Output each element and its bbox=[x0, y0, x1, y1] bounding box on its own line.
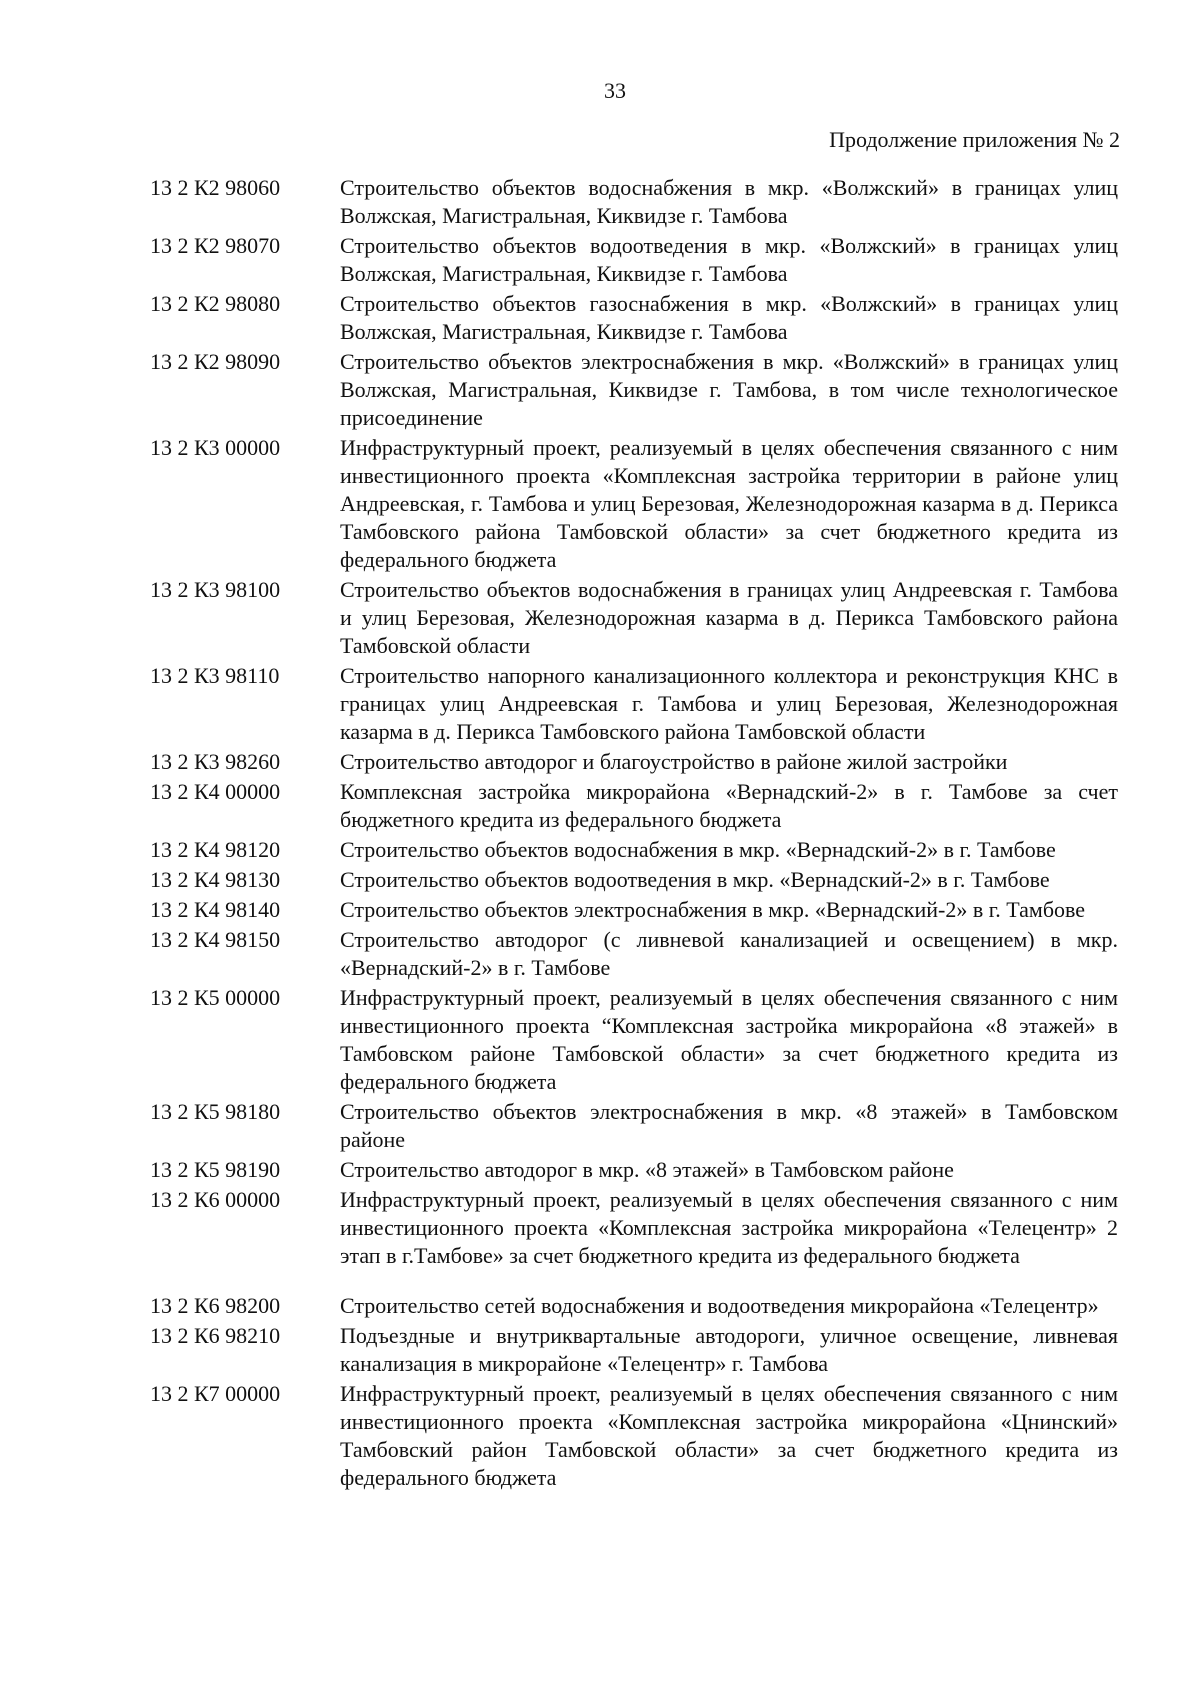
budget-code: 13 2 К7 00000 bbox=[150, 1381, 281, 1406]
item-description: Инфраструктурный проект, реализуемый в целях обеспечения связанного с ним инвестиционного проекта «Комплексная застройка микрорайона «Телецентр» 2 этап в г.Тамбове» за счет бюджетного кредита из федерального бюджета bbox=[340, 1187, 1118, 1268]
list-item bbox=[0, 1098, 1200, 1154]
list-item bbox=[0, 926, 1200, 982]
item-description: Строительство объектов водоотведения в мкр. «Вернадский-2» в г. Тамбове bbox=[340, 867, 1050, 892]
item-description: Строительство автодорог (с ливневой канализацией и освещением) в мкр. «Вернадский-2» в г. Тамбове bbox=[340, 927, 1118, 980]
budget-code: 13 2 К2 98090 bbox=[150, 349, 281, 374]
item-description: Инфраструктурный проект, реализуемый в целях обеспечения связанного с ним инвестиционного проекта “Комплексная застройка микрорайона «8 этажей» в Тамбовском районе Тамбовской области» за счет бюджетного кредита из федерального бюджета bbox=[340, 985, 1118, 1094]
budget-code: 13 2 К3 98100 bbox=[150, 577, 281, 602]
item-description: Строительство объектов водоснабжения в мкр. «Вернадский-2» в г. Тамбове bbox=[340, 837, 1056, 862]
budget-code: 13 2 К3 98110 bbox=[150, 663, 280, 688]
budget-code: 13 2 К3 98260 bbox=[150, 749, 281, 774]
list-item bbox=[0, 434, 1200, 574]
budget-code: 13 2 К5 98180 bbox=[150, 1099, 281, 1124]
list-item bbox=[0, 1380, 1200, 1492]
list-item bbox=[0, 662, 1200, 746]
list-item bbox=[0, 984, 1200, 1096]
list-item bbox=[0, 348, 1200, 432]
item-description: Строительство напорного канализационного коллектора и реконструкция КНС в границах улиц Андреевская г. Тамбова и улиц Березовая, Железнодорожная казарма в д. Перикса Тамбовского района Тамбовской области bbox=[340, 663, 1118, 744]
budget-code: 13 2 К3 00000 bbox=[150, 435, 281, 460]
list-item bbox=[0, 1322, 1200, 1378]
item-description: Строительство объектов электроснабжения в мкр. «8 этажей» в Тамбовском районе bbox=[340, 1099, 1118, 1152]
item-description: Строительство объектов электроснабжения в мкр. «Вернадский-2» в г. Тамбове bbox=[340, 897, 1086, 922]
list-item bbox=[0, 174, 1200, 230]
list-item bbox=[0, 290, 1200, 346]
item-description: Строительство сетей водоснабжения и водоотведения микрорайона «Телецентр» bbox=[340, 1293, 1099, 1318]
list-item bbox=[0, 1186, 1200, 1270]
item-description: Строительство объектов водоснабжения в границах улиц Андреевская г. Тамбова и улиц Березовая, Железнодорожная казарма в д. Перикса Тамбовского района Тамбовской области bbox=[340, 577, 1118, 658]
budget-code: 13 2 К4 98120 bbox=[150, 837, 281, 862]
list-item bbox=[0, 1292, 1200, 1320]
list-item bbox=[0, 836, 1200, 864]
budget-code-list bbox=[0, 174, 1200, 1494]
budget-code: 13 2 К2 98080 bbox=[150, 291, 281, 316]
budget-code: 13 2 К5 00000 bbox=[150, 985, 281, 1010]
list-item bbox=[0, 896, 1200, 924]
budget-code: 13 2 К4 98150 bbox=[150, 927, 281, 952]
budget-code: 13 2 К6 98200 bbox=[150, 1293, 281, 1318]
item-description: Инфраструктурный проект, реализуемый в целях обеспечения связанного с ним инвестиционного проекта «Комплексная застройка территории в районе улиц Андреевская, г. Тамбова и улиц Березовая, Железнодорожная казарма в д. Перикса Тамбовского района Тамбовской области» за счет бюджетного кредита из федерального бюджета bbox=[340, 435, 1118, 572]
page-number: 33 bbox=[604, 78, 626, 103]
budget-code: 13 2 К2 98060 bbox=[150, 175, 281, 200]
budget-code: 13 2 К4 98130 bbox=[150, 867, 281, 892]
budget-code: 13 2 К4 00000 bbox=[150, 779, 281, 804]
list-item bbox=[0, 232, 1200, 288]
list-item bbox=[0, 576, 1200, 660]
list-item bbox=[0, 866, 1200, 894]
item-description: Строительство объектов водоотведения в мкр. «Волжский» в границах улиц Волжская, Магистральная, Киквидзе г. Тамбова bbox=[340, 233, 1118, 286]
budget-code: 13 2 К2 98070 bbox=[150, 233, 281, 258]
list-item bbox=[0, 748, 1200, 776]
item-description: Строительство объектов газоснабжения в мкр. «Волжский» в границах улиц Волжская, Магистральная, Киквидзе г. Тамбова bbox=[340, 291, 1118, 344]
list-item bbox=[0, 1156, 1200, 1184]
item-description: Строительство автодорог в мкр. «8 этажей» в Тамбовском районе bbox=[340, 1157, 954, 1182]
list-item bbox=[0, 778, 1200, 834]
appendix-continuation-note: Продолжение приложения № 2 bbox=[829, 127, 1120, 152]
item-description: Инфраструктурный проект, реализуемый в целях обеспечения связанного с ним инвестиционного проекта «Комплексная застройка микрорайона «Цнинский» Тамбовский район Тамбовской области» за счет бюджетного кредита из федерального бюджета bbox=[340, 1381, 1118, 1490]
item-description: Строительство автодорог и благоустройство в районе жилой застройки bbox=[340, 749, 1008, 774]
budget-code: 13 2 К6 00000 bbox=[150, 1187, 281, 1212]
budget-code: 13 2 К4 98140 bbox=[150, 897, 281, 922]
budget-code: 13 2 К6 98210 bbox=[150, 1323, 281, 1348]
item-description: Строительство объектов водоснабжения в мкр. «Волжский» в границах улиц Волжская, Магистральная, Киквидзе г. Тамбова bbox=[340, 175, 1118, 228]
item-description: Комплексная застройка микрорайона «Вернадский-2» в г. Тамбове за счет бюджетного кредита из федерального бюджета bbox=[340, 779, 1118, 832]
budget-code: 13 2 К5 98190 bbox=[150, 1157, 281, 1182]
item-description: Подъездные и внутриквартальные автодороги, уличное освещение, ливневая канализация в микрорайоне «Телецентр» г. Тамбова bbox=[340, 1323, 1118, 1376]
item-description: Строительство объектов электроснабжения в мкр. «Волжский» в границах улиц Волжская, Магистральная, Киквидзе г. Тамбова, в том числе технологическое присоединение bbox=[340, 349, 1118, 430]
